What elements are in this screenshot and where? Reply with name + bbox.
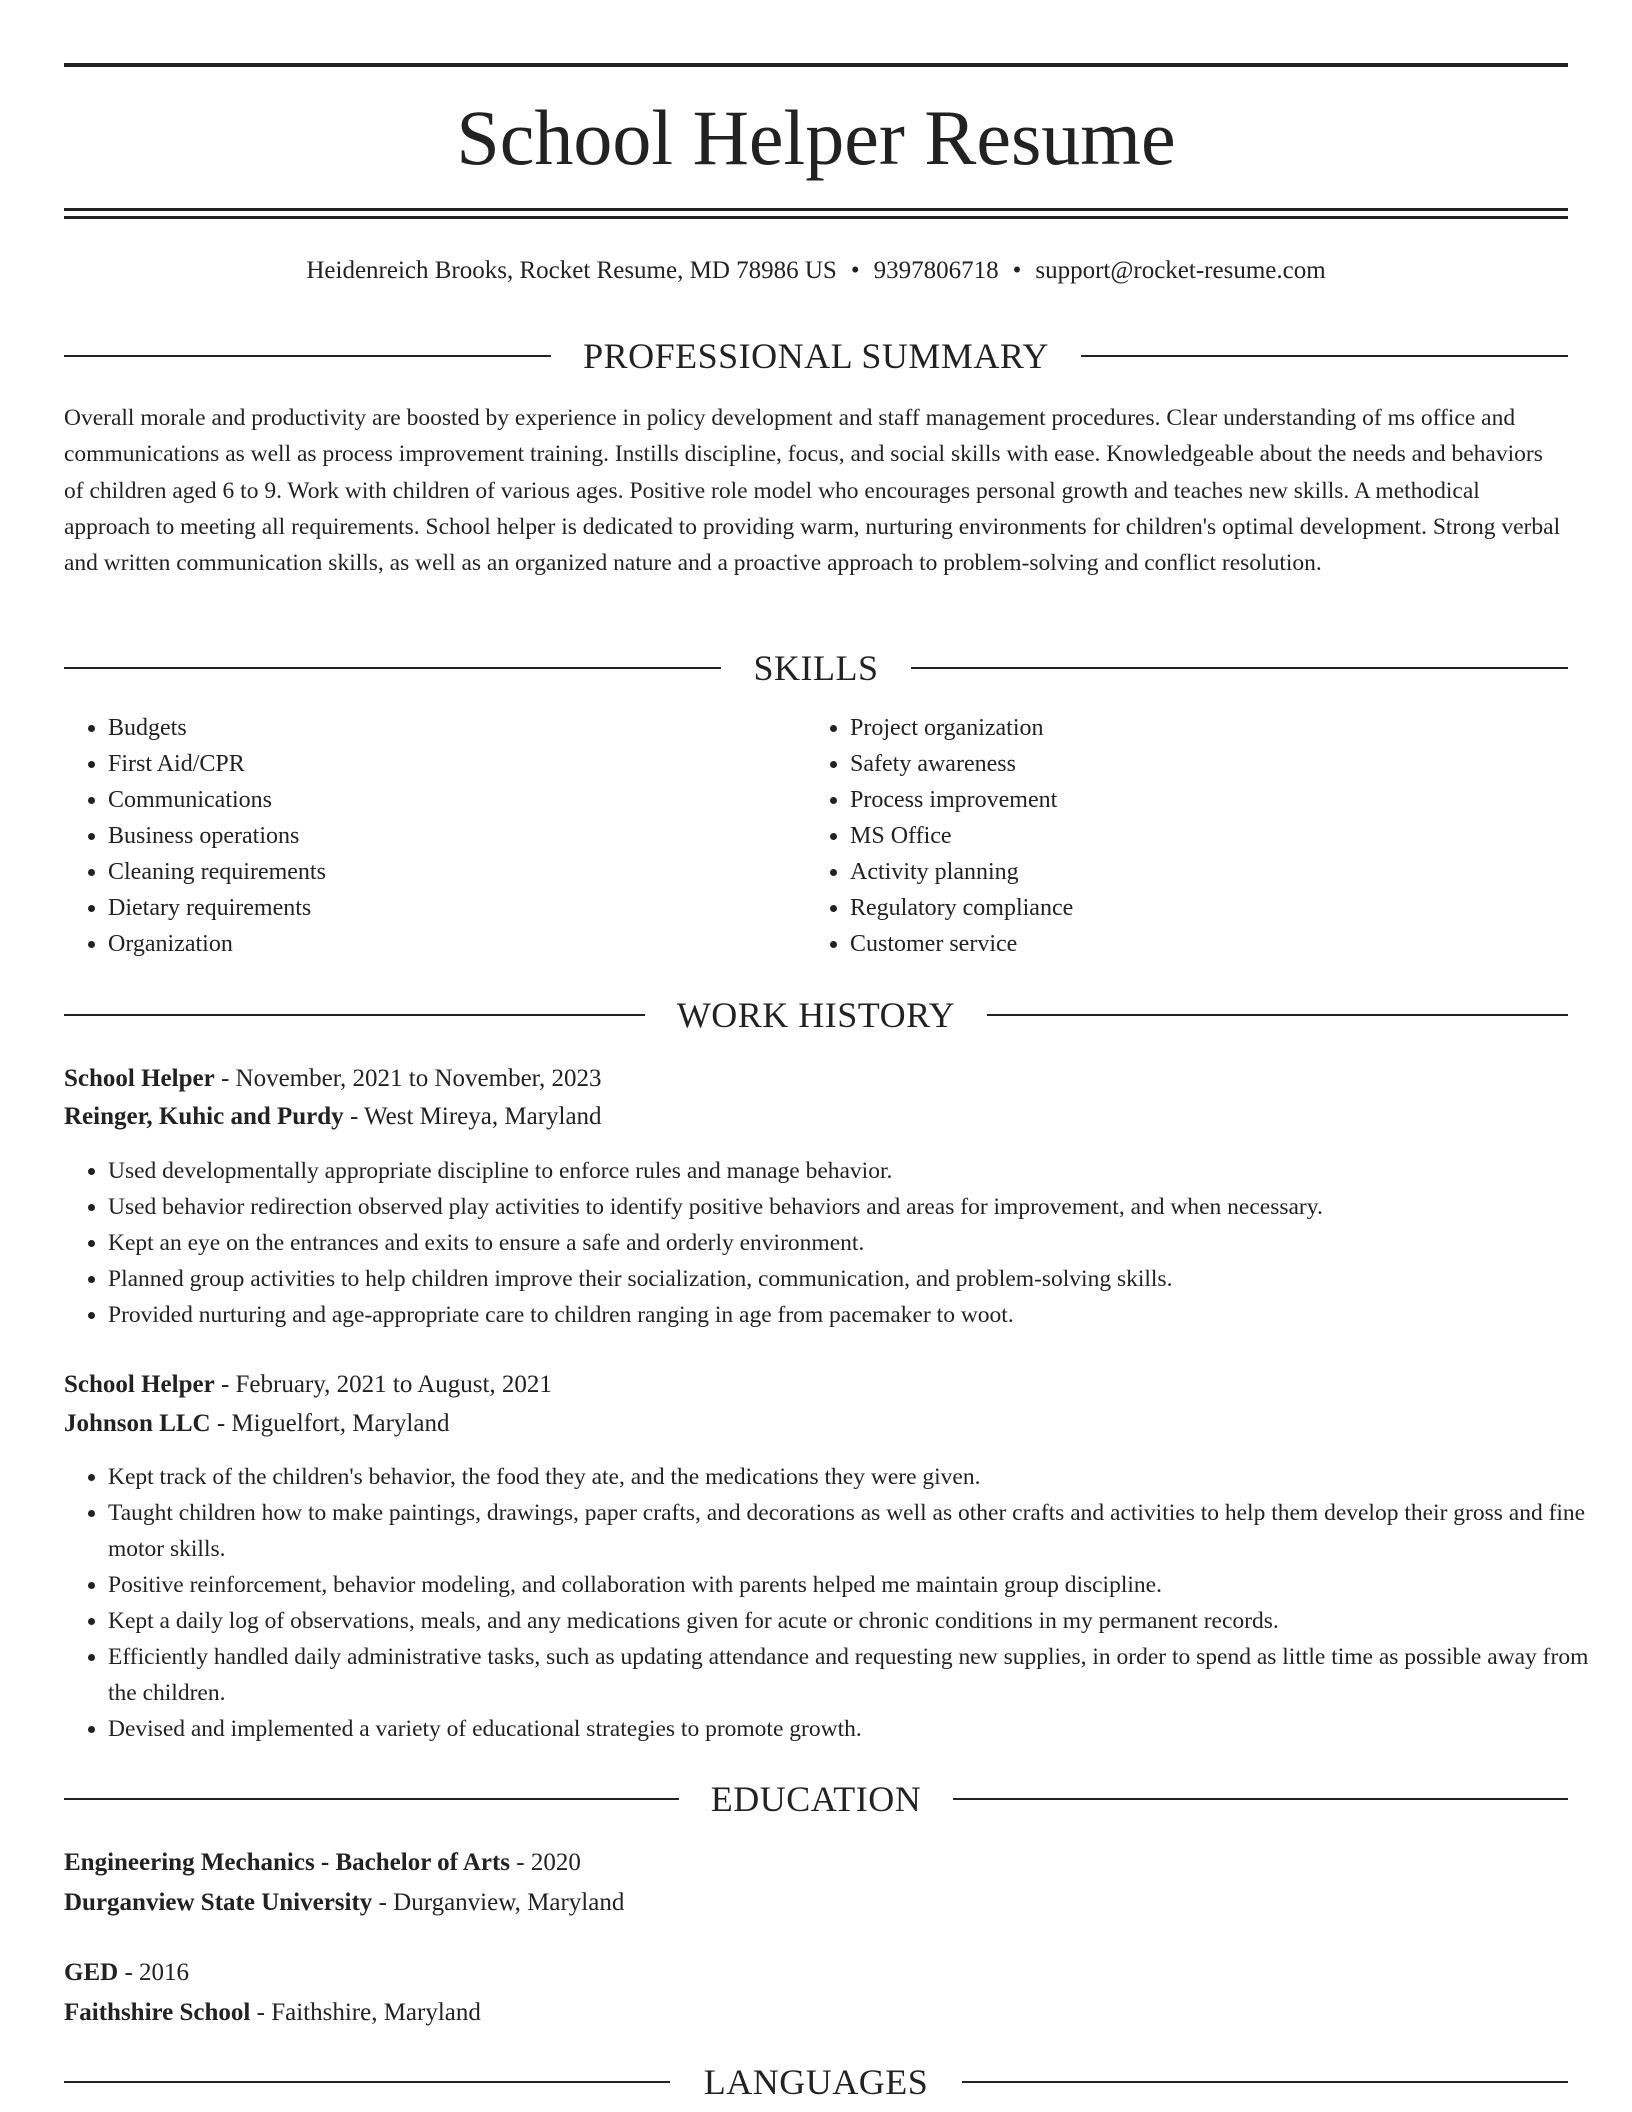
contact-separator: • [1012, 257, 1022, 284]
skill-item: • Regulatory compliance [850, 890, 1073, 926]
job-bullet: • Kept a daily log of observations, meals, and any medications given for acute or chronic conditions in my permanent records. [108, 1603, 1612, 1639]
skill-item: • Cleaning requirements [108, 854, 326, 890]
work-heading [64, 993, 1568, 1037]
skill-item: • Project organization [850, 710, 1073, 746]
education-year: - 2016 [118, 1959, 190, 1986]
education-school-line [64, 1994, 481, 2032]
job-company: Reinger, Kuhic and Purdy [64, 1103, 344, 1130]
education-heading [64, 1777, 1568, 1821]
resume-title: School Helper Resume [456, 94, 1176, 181]
skill-item: • Communications [108, 782, 326, 818]
job-company: Johnson LLC [64, 1410, 211, 1437]
education-school: Durganview State University [64, 1889, 373, 1916]
contact-line [64, 254, 1568, 288]
top-rule [64, 63, 1568, 67]
skill-item: • Process improvement [850, 782, 1073, 818]
skill-item: • Organization [108, 926, 326, 962]
skills-column-right [806, 710, 1073, 962]
contact-phone: 9397806718 [873, 257, 999, 284]
job-bullet: • Devised and implemented a variety of educational strategies to promote growth. [108, 1711, 1612, 1747]
skill-item: • Business operations [108, 818, 326, 854]
skills-heading-label: SKILLS [721, 648, 910, 688]
job-location: - Miguelfort, Maryland [210, 1410, 450, 1437]
job-role: School Helper [64, 1371, 215, 1398]
skill-item: • Budgets [108, 710, 326, 746]
contact-separator: • [850, 257, 860, 284]
skill-item: • Safety awareness [850, 746, 1073, 782]
job-title-line [64, 1060, 602, 1098]
education-degree: Engineering Mechanics - Bachelor of Arts [64, 1849, 511, 1876]
job-dates: - November, 2021 to November, 2023 [214, 1065, 602, 1092]
title-double-rule-lower [64, 216, 1568, 219]
job-bullet: • Provided nurturing and age-appropriate care to children ranging in age from pacemaker to woot. [108, 1297, 1612, 1333]
job-title-line [64, 1366, 552, 1404]
job-bullet: • Used behavior redirection observed play activities to identify positive behaviors and areas for improvement, and when necessary. [108, 1189, 1612, 1225]
job-bullets [64, 1459, 1612, 1747]
education-degree-line [64, 1954, 189, 1992]
education-degree: GED [64, 1959, 119, 1986]
education-heading-label: EDUCATION [679, 1779, 953, 1819]
job-bullet: • Planned group activities to help children improve their socialization, communication, and problem-solving skills. [108, 1261, 1612, 1297]
education-location: - Faithshire, Maryland [250, 1999, 481, 2026]
job-bullet: • Taught children how to make paintings, drawings, paper crafts, and decorations as well as other crafts and activities to help them develop their gross and fine motor skills. [108, 1495, 1612, 1567]
skills-heading [64, 646, 1568, 690]
job-bullet: • Efficiently handled daily administrative tasks, such as updating attendance and requesting new supplies, in order to spend as little time as possible away from the children. [108, 1639, 1612, 1711]
skill-item: • Activity planning [850, 854, 1073, 890]
job-role: School Helper [64, 1065, 215, 1092]
job-bullet: • Kept an eye on the entrances and exits to ensure a safe and orderly environment. [108, 1225, 1612, 1261]
languages-heading [64, 2060, 1568, 2104]
education-school-line [64, 1884, 624, 1922]
title-double-rule-upper [64, 208, 1568, 211]
summary-text: Overall morale and productivity are boosted by experience in policy development and staff management procedures. Clear understanding of ms office and communications as well as process improvement training. Instills discipline, focus, and social skills with ease. Knowledgeable about the needs and behaviors of children aged 6 to 9. Work with children of various ages. Positive role model who encourages personal growth and teaches new skills. A methodical approach to meeting all requirements. School helper is dedicated to providing warm, nurturing environments for children's optimal development. Strong verbal and written communication skills, as well as an organized nature and a proactive approach to problem-solving and conflict resolution. [64, 405, 1561, 577]
job-bullet: • Kept track of the children's behavior, the food they ate, and the medications they were given. [108, 1459, 1612, 1495]
skills-column-left [64, 710, 326, 962]
job-dates: - February, 2021 to August, 2021 [214, 1371, 552, 1398]
summary-heading [64, 334, 1568, 378]
education-year: - 2020 [510, 1849, 581, 1876]
summary-heading-label: PROFESSIONAL SUMMARY [551, 336, 1081, 376]
job-company-line [64, 1098, 602, 1136]
skill-item: • MS Office [850, 818, 1073, 854]
skill-item: • Dietary requirements [108, 890, 326, 926]
job-bullets [64, 1153, 1612, 1333]
contact-email: support@rocket-resume.com [1035, 257, 1326, 284]
skill-item: • Customer service [850, 926, 1073, 962]
contact-address: Heidenreich Brooks, Rocket Resume, MD 78986 US [306, 257, 837, 284]
job-company-line [64, 1405, 449, 1443]
skill-item: • First Aid/CPR [108, 746, 326, 782]
work-heading-label: WORK HISTORY [645, 995, 987, 1035]
job-bullet: • Used developmentally appropriate discipline to enforce rules and manage behavior. [108, 1153, 1612, 1189]
education-degree-line [64, 1844, 581, 1882]
education-location: - Durganview, Maryland [372, 1889, 625, 1916]
languages-heading-label: LANGUAGES [672, 2062, 961, 2102]
education-school: Faithshire School [64, 1999, 251, 2026]
job-bullet: • Positive reinforcement, behavior modeling, and collaboration with parents helped me maintain group discipline. [108, 1567, 1612, 1603]
job-location: - West Mireya, Maryland [343, 1103, 602, 1130]
